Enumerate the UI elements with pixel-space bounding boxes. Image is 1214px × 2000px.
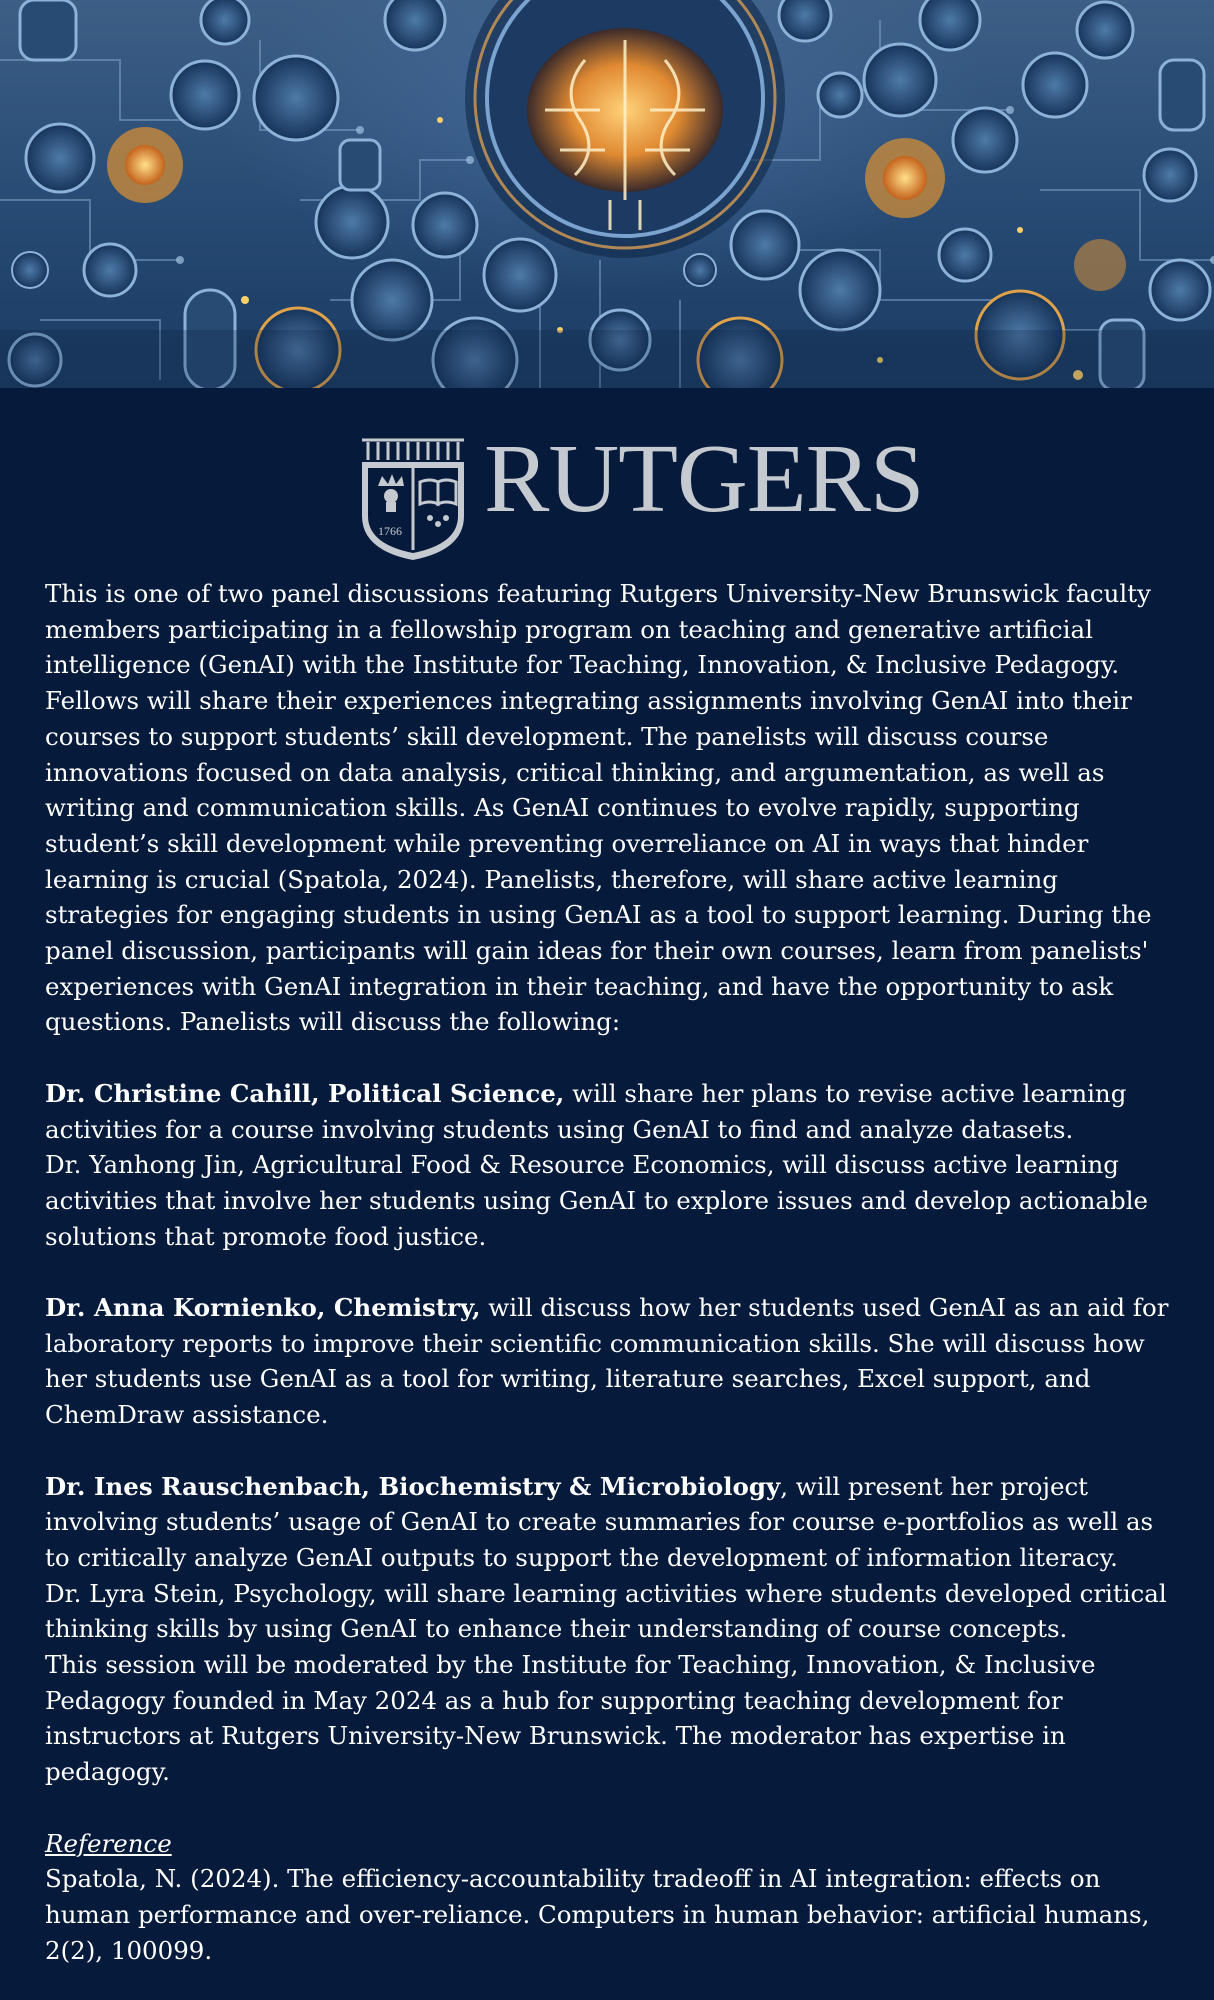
rutgers-logo <box>358 425 924 562</box>
header-banner-image <box>0 0 1214 388</box>
panelist-rauschenbach <box>45 1469 1175 1576</box>
reference-citation: Spatola, N. (2024). The efficiency-accountability tradeoff in AI integration: effects on human performance and over-reliance. Computers in human behavior: artificial humans, 2(2), 100099. <box>45 1864 1150 1965</box>
panelist-stein: Dr. Lyra Stein, Psychology, will share learning activities where students developed critical thinking skills by using GenAI to enhance their understanding of course concepts. <box>45 1578 1167 1644</box>
panelist-kornienko-text: will discuss how her students used GenAI as an aid for laboratory reports to improve their scientific communication skills. She will discuss how her students use GenAI as a tool for writing, literature searches, Excel support, and ChemDraw assistance. <box>45 1293 1169 1430</box>
rutgers-shield-icon <box>358 438 468 562</box>
ai-icons-collage <box>0 0 1214 388</box>
event-description <box>45 576 1175 1968</box>
panelist-kornienko <box>45 1290 1175 1433</box>
rutgers-wordmark: RUTGERS <box>484 425 924 533</box>
moderation-paragraph: This session will be moderated by the Institute for Teaching, Innovation, & Inclusive Pedagogy founded in May 2024 as a hub for supporting teaching development for instructors at Rutgers University-New Brunswick. The moderator has expertise in pedagogy. <box>45 1650 1096 1787</box>
reference-heading: Reference <box>45 1828 172 1858</box>
panelist-cahill-text: will share her plans to revise active learning activities for a course involving students using GenAI to find and analyze datasets. <box>45 1078 1127 1144</box>
panelist-cahill-name: Dr. Christine Cahill, Political Science, <box>45 1078 565 1108</box>
panelist-jin: Dr. Yanhong Jin, Agricultural Food & Resource Economics, will discuss active learning activities that involve her students using GenAI to explore issues and develop actionable solutions that promote food justice. <box>45 1150 1149 1251</box>
panelist-kornienko-name: Dr. Anna Kornienko, Chemistry, <box>45 1293 481 1323</box>
shield-year: 1766 <box>378 524 402 538</box>
panelist-cahill <box>45 1076 1175 1147</box>
panelist-rauschenbach-name: Dr. Ines Rauschenbach, Biochemistry & Microbiology <box>45 1471 781 1501</box>
panelist-rauschenbach-text: , will present her project involving students’ usage of GenAI to create summaries for course e-portfolios as well as to critically analyze GenAI outputs to support the development of information literacy. <box>45 1471 1154 1572</box>
intro-paragraph: This is one of two panel discussions featuring Rutgers University-New Brunswick faculty members participating in a fellowship program on teaching and generative artificial intelligence (GenAI) with the Institute for Teaching, Innovation, & Inclusive Pedagogy. Fellows will share their experiences integrating assignments involving GenAI into their courses to support students’ skill development. The panelists will discuss course innovations focused on data analysis, critical thinking, and argumentation, as well as writing and communication skills. As GenAI continues to evolve rapidly, supporting student’s skill development while preventing overreliance on AI in ways that hinder learning is crucial (Spatola, 2024). Panelists, therefore, will share active learning strategies for engaging students in using GenAI as a tool to support learning. During the panel discussion, participants will gain ideas for their own courses, learn from panelists' experiences with GenAI integration in their teaching, and have the opportunity to ask questions. Panelists will discuss the following: <box>45 579 1152 1037</box>
